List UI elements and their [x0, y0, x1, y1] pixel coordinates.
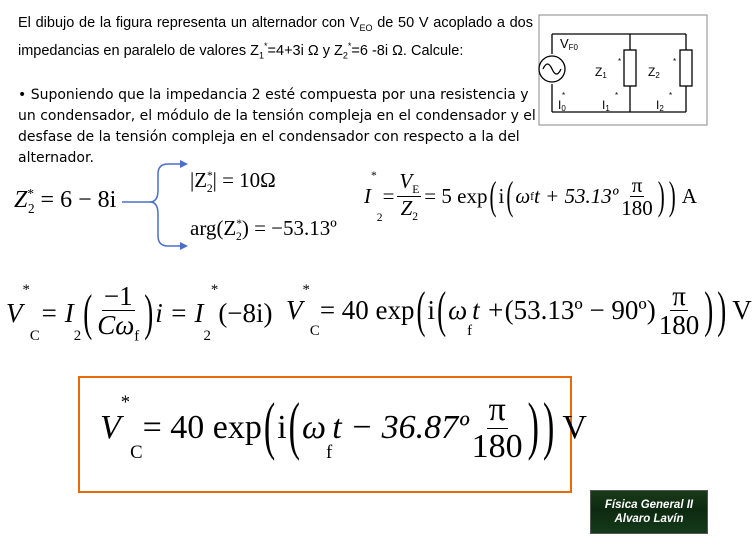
equation-vc-intermediate: V * C = 40 exp ( i ( ω $_f$ t + (53.13º − 90º) $\frac{\pi}{180}$ ) ) V — [286, 281, 752, 341]
course-logo: Física General II Alvaro Lavín — [590, 490, 708, 534]
problem-statement: El dibujo de la figura representa un alternador con $V_{EO}$ de 50 V acoplado a dos impedancias en paralelo de valores $Z_1^*=4+3i$ Ω y $Z_2^*=6$ -8i Ω. Calcule: — [18, 15, 533, 61]
equation-vc-final: V * C = 40 exp ( i ( ω $_f$ t − 36.87º $\frac{\pi}{180}$ ) ) V — [100, 391, 587, 465]
impedance-z2 — [680, 50, 692, 86]
svg-text:I2: I2 — [656, 98, 664, 113]
svg-text:Z2: Z2 — [648, 65, 660, 80]
equation-argument: $arg(Z^*_2)$ = −53.13º — [190, 216, 337, 244]
equation-modulus: $|Z^*_2| = 10\Omega$ — [190, 168, 276, 196]
svg-text:*: * — [562, 91, 566, 100]
svg-text:*: * — [615, 91, 619, 100]
svg-text:Z1: Z1 — [595, 65, 607, 80]
equation-vc-derivation: V * C = I $_2$ ( $\frac{-1}{C\omega_f}$ ) i = I $_2$ * (−8i) — [6, 281, 273, 345]
equation-current-i2: I * 2 = $\frac{V_E}{Z_2}$ = 5 exp ( i ( ω f t + 53.13º $\frac{\pi}{180}$ ) ) A — [364, 169, 697, 224]
svg-text:I1: I1 — [602, 98, 610, 113]
equation-z2: $Z^*_2 = 6 - 8i$ — [14, 186, 117, 216]
svg-text:*: * — [669, 91, 673, 100]
svg-text:I0: I0 — [558, 98, 566, 113]
implication-arrow-icon — [120, 160, 192, 250]
svg-text:VF0: VF0 — [560, 36, 579, 52]
circuit-diagram — [538, 14, 708, 126]
svg-text:*: * — [618, 57, 622, 66]
svg-text:*: * — [673, 57, 677, 66]
impedance-z1 — [624, 50, 636, 86]
ac-source-icon — [539, 56, 565, 82]
question-bullet: • Suponiendo que la impedancia 2 esté compuesta por una resistencia y un condensador, el módulo de la tensión compleja en el condensador y el desfase de la tensión compleja en el condensador con respecto a la del alternador. — [18, 87, 536, 166]
